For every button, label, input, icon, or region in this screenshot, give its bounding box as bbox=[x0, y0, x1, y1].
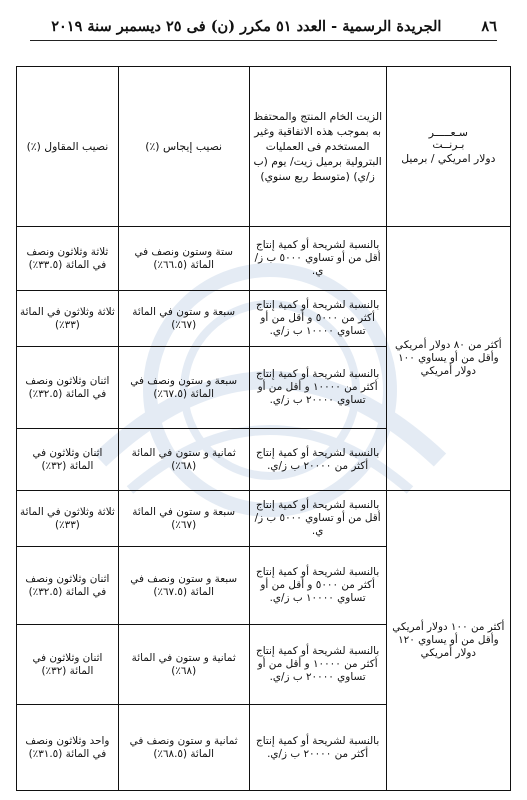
band-cell: بالنسبة لشريحة أو كمية إنتاج أقل من أو تساوي ٥٠٠٠ ب ز/ي. bbox=[249, 227, 386, 291]
contractor-share-cell: اثنان وثلاثون ونصف في المائة (٣٢.٥٪) bbox=[17, 347, 119, 429]
gazette-title: الجريدة الرسمية - العدد ٥١ مكرر (ن) فى ٢٥ ديسمبر سنة ٢٠١٩ bbox=[51, 17, 442, 35]
table-row bbox=[17, 227, 511, 291]
egas-share-cell: سبعة و ستون في المائة (٦٧٪) bbox=[118, 491, 249, 547]
egas-share-cell: سبعة و ستون ونصف في المائة (٦٧.٥٪) bbox=[118, 547, 249, 625]
egas-share-cell: سبعة و ستون ونصف في المائة (٦٧.٥٪) bbox=[118, 347, 249, 429]
header-egas-share: نصيب إيجاس (٪) bbox=[118, 67, 249, 227]
egas-share-cell: ثمانية و ستون في المائة (٦٨٪) bbox=[118, 429, 249, 491]
header-price-deco-mid: بـرنــت bbox=[432, 138, 465, 151]
band-cell: بالنسبة لشريحة أو كمية إنتاج أكثر من ٥٠٠٠ و أقل من أو تساوي ١٠٠٠٠ ب ز/ي. bbox=[249, 547, 386, 625]
contractor-share-cell: ثلاثة وثلاثون ونصف في المائة (٣٣.٥٪) bbox=[17, 227, 119, 291]
contractor-share-cell: اثنان وثلاثون في المائة (٣٢٪) bbox=[17, 625, 119, 705]
contractor-share-cell: واحد وثلاثون ونصف في المائة (٣١.٥٪) bbox=[17, 705, 119, 791]
header-price-deco-top: سـعـــــر bbox=[428, 126, 468, 139]
band-cell: بالنسبة لشريحة أو كمية إنتاج أكثر من ١٠٠٠٠ و أقل من أو تساوي ٢٠٠٠٠ ب ز/ي. bbox=[249, 625, 386, 705]
contractor-share-cell: ثلاثة وثلاثون في المائة (٣٣٪) bbox=[17, 491, 119, 547]
egas-share-cell: ستة وستون ونصف في المائة (٦٦.٥٪) bbox=[118, 227, 249, 291]
table-header-row bbox=[17, 67, 511, 227]
egas-share-cell: ثمانية و ستون ونصف في المائة (٦٨.٥٪) bbox=[118, 705, 249, 791]
band-cell: بالنسبة لشريحة أو كمية إنتاج أكثر من ٥٠٠٠ و أقل من أو تساوي ١٠٠٠٠ ب ز/ي. bbox=[249, 291, 386, 347]
table-row bbox=[17, 491, 511, 547]
band-cell: بالنسبة لشريحة أو كمية إنتاج أقل من أو تساوي ٥٠٠٠ ب ز/ي. bbox=[249, 491, 386, 547]
contractor-share-cell: اثنان وثلاثون في المائة (٣٢٪) bbox=[17, 429, 119, 491]
band-cell: بالنسبة لشريحة أو كمية إنتاج أكثر من ١٠٠٠٠ و أقل من أو تساوي ٢٠٠٠٠ ب ز/ي. bbox=[249, 347, 386, 429]
header-production-band: الزيت الخام المنتج والمحتفظ به بموجب هذه الاتفاقية وغير المستخدم فى العمليات البترولية برميل زيت/ يوم (ب ز/ي) (متوسط ربع سنوي) bbox=[249, 67, 386, 227]
price-range-cell: أكثر من ٨٠ دولار أمريكي وأقل من أو يساوي ١٠٠ دولار أمريكي bbox=[386, 227, 510, 491]
band-cell: بالنسبة لشريحة أو كمية إنتاج أكثر من ٢٠٠٠٠ ب ز/ي. bbox=[249, 429, 386, 491]
header-price-unit: دولار امريكي / برميل bbox=[401, 152, 496, 165]
header-brent-price bbox=[386, 67, 510, 227]
page-number: ٨٦ bbox=[481, 17, 497, 35]
egas-share-cell: ثمانية و ستون في المائة (٦٨٪) bbox=[118, 625, 249, 705]
page-header bbox=[30, 12, 497, 41]
contractor-share-cell: اثنان وثلاثون ونصف في المائة (٣٢.٥٪) bbox=[17, 547, 119, 625]
egas-share-cell: سبعة و ستون في المائة (٦٧٪) bbox=[118, 291, 249, 347]
header-contractor-share: نصيب المقاول (٪) bbox=[17, 67, 119, 227]
production-sharing-table bbox=[16, 66, 511, 791]
band-cell: بالنسبة لشريحة أو كمية إنتاج أكثر من ٢٠٠٠٠ ب ز/ي. bbox=[249, 705, 386, 791]
price-range-cell: أكثر من ١٠٠ دولار أمريكي وأقل من أو يساوي ١٢٠ دولار أمريكي bbox=[386, 491, 510, 791]
contractor-share-cell: ثلاثة وثلاثون في المائة (٣٣٪) bbox=[17, 291, 119, 347]
